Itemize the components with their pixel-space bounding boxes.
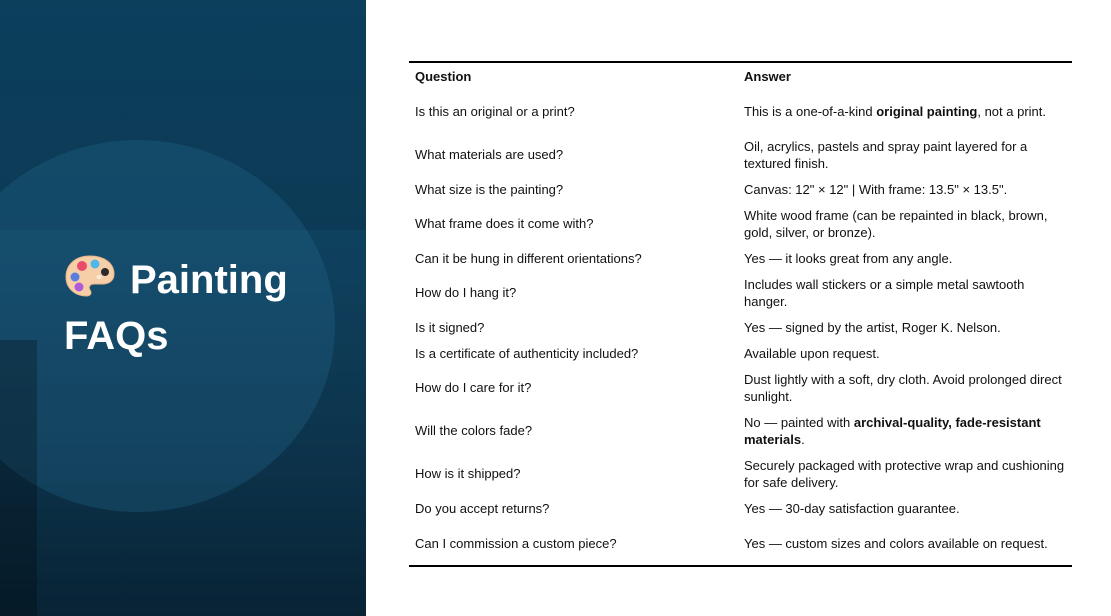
table-row xyxy=(409,202,1072,245)
table-row xyxy=(409,245,1072,271)
table-row xyxy=(409,340,1072,366)
background-strip xyxy=(0,340,37,616)
answer-cell: Includes wall stickers or a simple metal sawtooth hanger. xyxy=(744,276,1025,309)
answer-cell: Dust lightly with a soft, dry cloth. Avoid prolonged direct sunlight. xyxy=(744,371,1062,404)
table-row xyxy=(409,314,1072,340)
page-title xyxy=(64,253,354,361)
column-header-question: Question xyxy=(415,68,472,84)
question-cell: Can it be hung in different orientations? xyxy=(415,250,642,266)
answer-cell: Oil, acrylics, pastels and spray paint layered for a textured finish. xyxy=(744,138,1028,171)
answer-cell: White wood frame (can be repainted in black, brown, gold, silver, or bronze). xyxy=(744,207,1048,240)
answer-cell: Securely packaged with protective wrap and cushioning for safe delivery. xyxy=(744,457,1065,490)
answer-cell: Yes — custom sizes and colors available on request. xyxy=(744,535,1048,551)
question-cell: How do I care for it? xyxy=(415,380,532,395)
table-row xyxy=(409,133,1072,176)
page-title-text: Painting FAQs xyxy=(64,258,288,358)
question-cell: How do I hang it? xyxy=(415,285,517,300)
answer-cell: Yes — it looks great from any angle. xyxy=(744,250,953,266)
question-cell: What frame does it come with? xyxy=(415,216,594,231)
table-row xyxy=(409,409,1072,452)
answer-cell: Yes — 30-day satisfaction guarantee. xyxy=(744,500,960,516)
table-row xyxy=(409,521,1072,566)
question-cell: Is it signed? xyxy=(415,319,485,335)
table-header-row xyxy=(409,62,1072,89)
question-cell: How is it shipped? xyxy=(415,466,521,481)
answer-cell: No — painted with archival-quality, fade-resistant materials. xyxy=(744,414,1041,447)
answer-cell: This is a one-of-a-kind original painting, not a print. xyxy=(744,103,1046,119)
question-cell: What size is the painting? xyxy=(415,181,564,197)
faq-table xyxy=(409,61,1072,567)
question-cell: Will the colors fade? xyxy=(415,423,533,438)
question-cell: Is a certificate of authenticity included? xyxy=(415,345,639,361)
answer-cell: Canvas: 12" × 12" | With frame: 13.5" × 13.5". xyxy=(744,181,1008,197)
question-cell: Do you accept returns? xyxy=(415,500,550,516)
palette-icon xyxy=(64,253,116,311)
question-cell: Can I commission a custom piece? xyxy=(415,535,617,551)
table-row xyxy=(409,89,1072,133)
table-row xyxy=(409,366,1072,409)
answer-cell: Yes — signed by the artist, Roger K. Nelson. xyxy=(744,319,1001,335)
table-row xyxy=(409,452,1072,495)
table-row xyxy=(409,176,1072,202)
question-cell: What materials are used? xyxy=(415,147,564,162)
table-row xyxy=(409,495,1072,521)
question-cell: Is this an original or a print? xyxy=(415,103,575,119)
table-row xyxy=(409,271,1072,314)
column-header-answer: Answer xyxy=(744,68,791,84)
answer-cell: Available upon request. xyxy=(744,345,880,361)
title-panel xyxy=(0,0,366,616)
